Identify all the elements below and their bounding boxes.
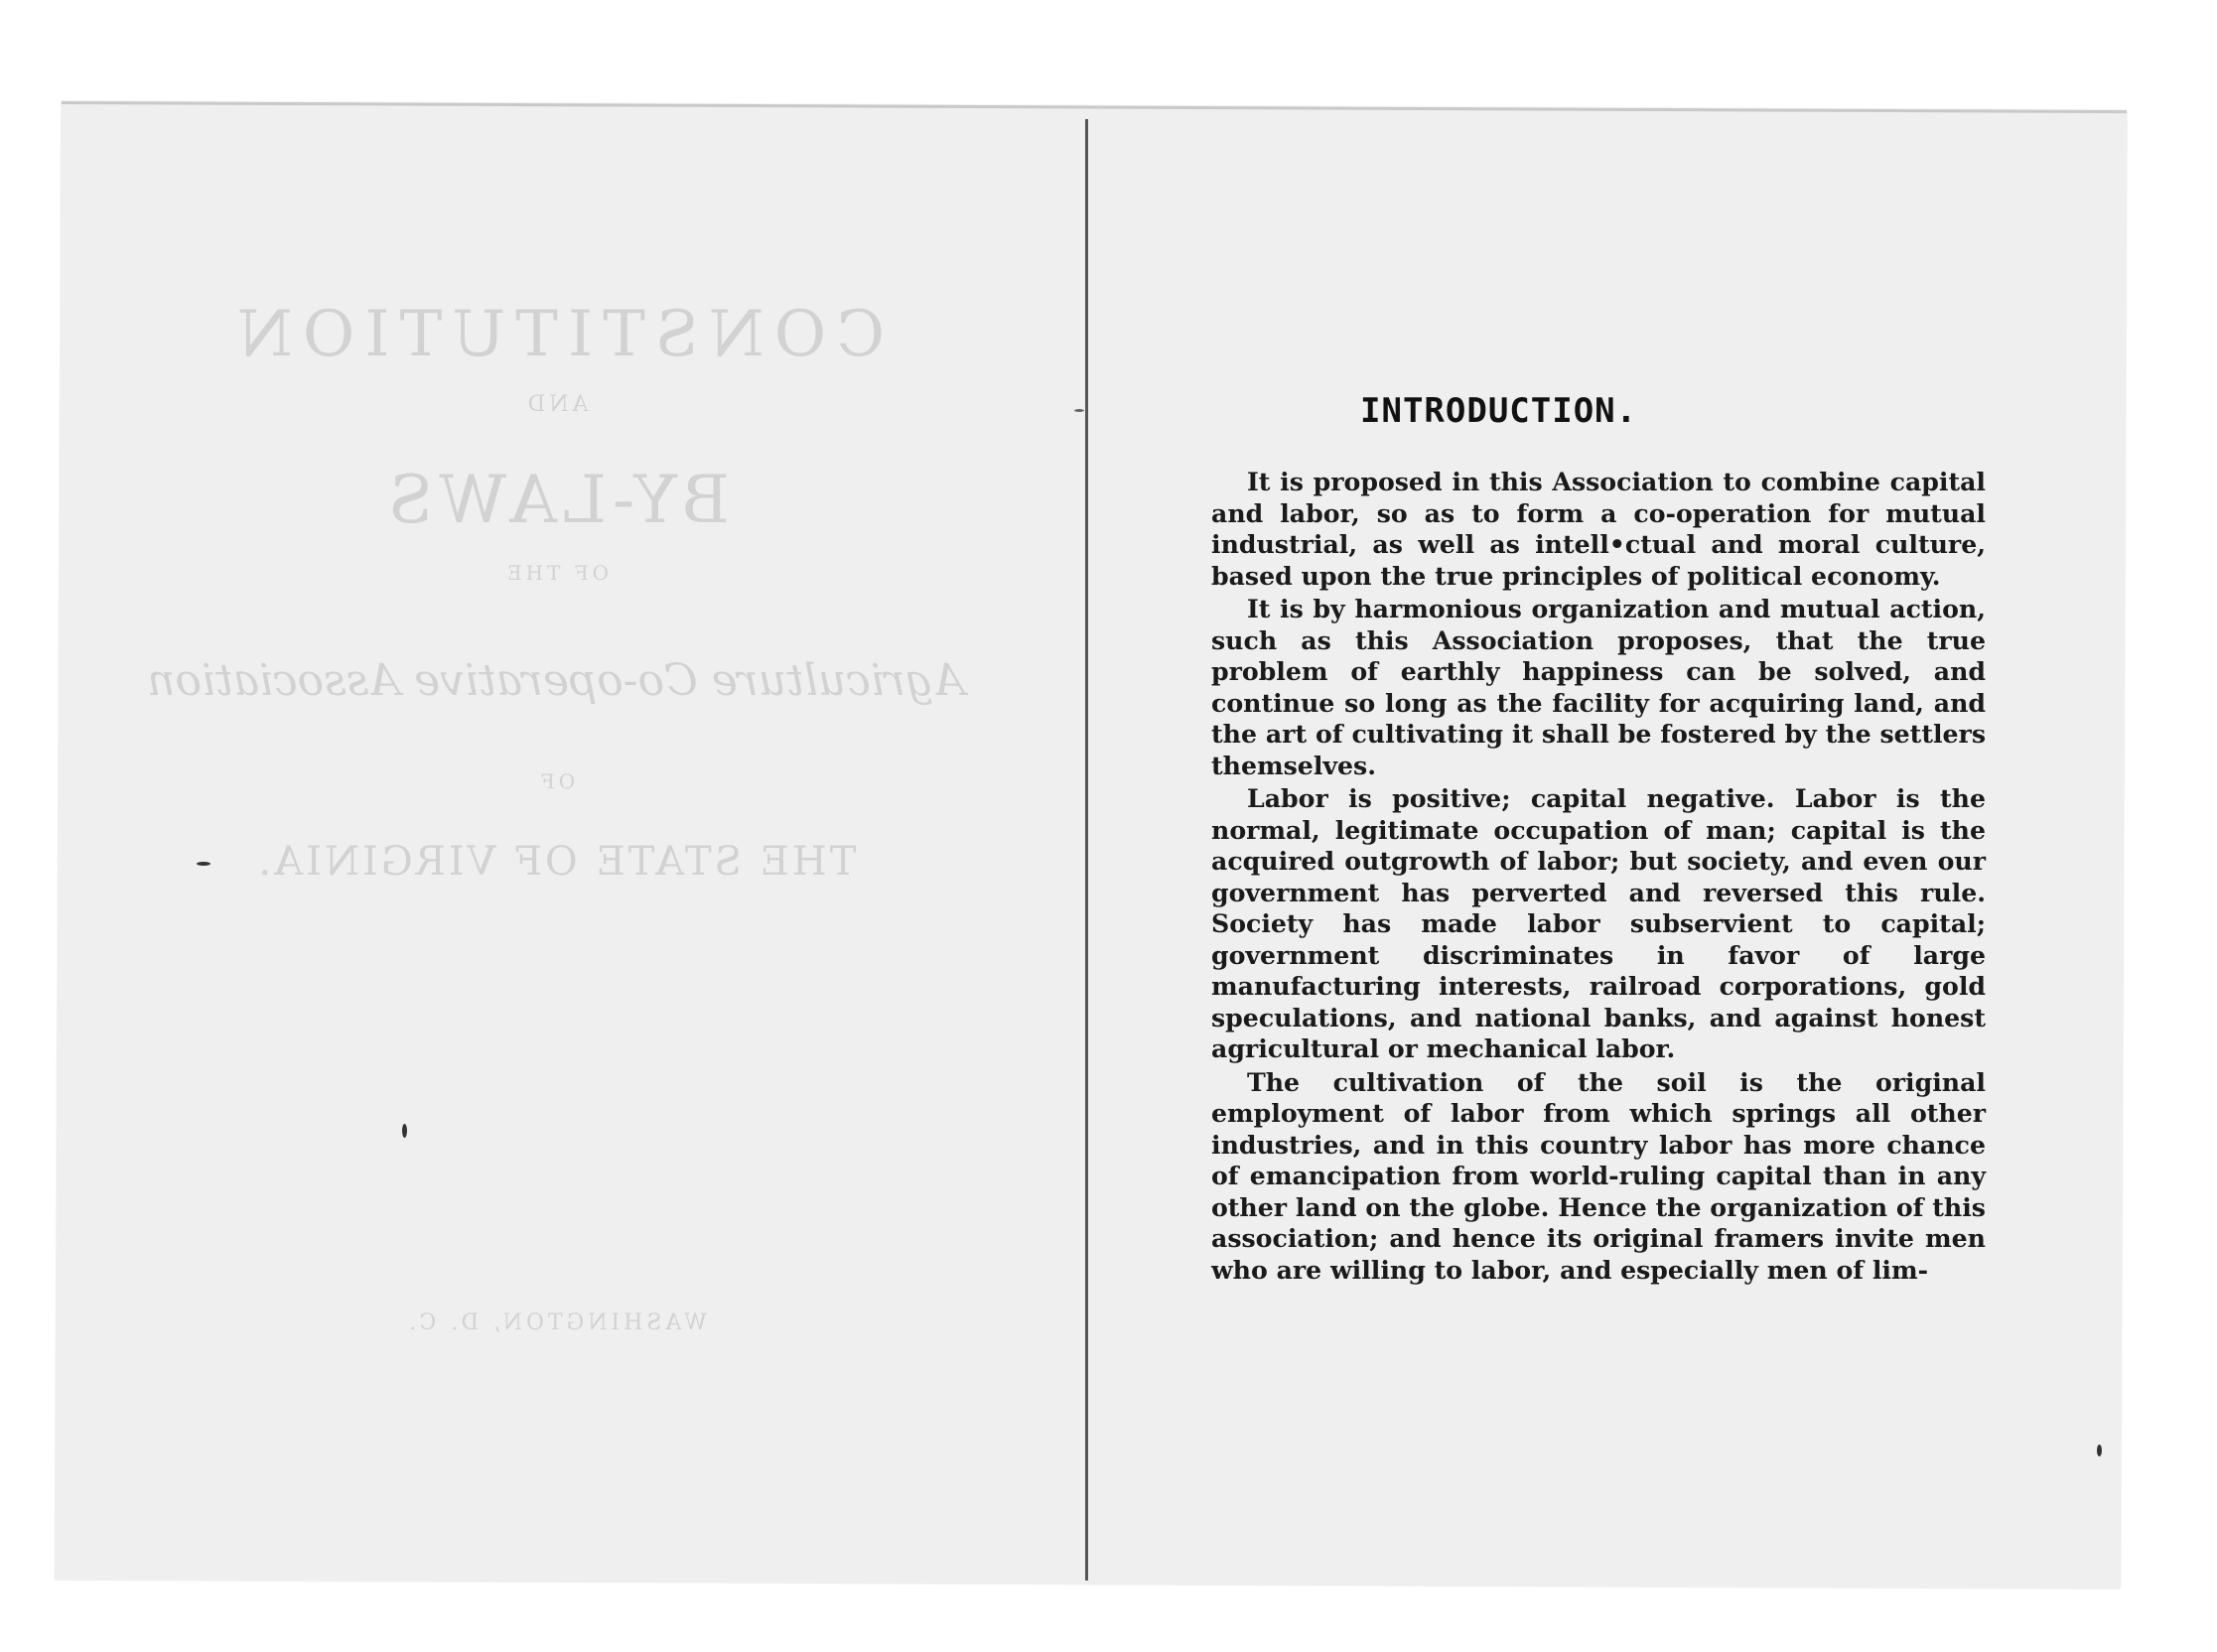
ghost-line-washington: WASHINGTON, D. C.: [405, 1310, 707, 1335]
introduction-body: [1211, 467, 1986, 1288]
dust-speck: [1074, 409, 1084, 412]
dust-speck: [2097, 1445, 2102, 1456]
paragraph-4: The cultivation of the soil is the original employment of labor from which springs all other industries, and in this country labor has more chance of emancipation from world-ruling capital than in any other land on the globe. Hence the organization of this association; and hence its original framers invite men who are willing to labor, and especially men of lim-: [1211, 1066, 1986, 1285]
pamphlet-spine: [1085, 119, 1088, 1581]
paragraph-2: It is by harmonious organization and mutual action, such as this Association proposes, that the true problem of earthly happiness can be solved, and continue so long as the facility for acquiring land, and the art of cultivating it shall be fostered by the settlers themselves.: [1211, 594, 1986, 780]
ghost-line-bylaws: BY-LAWS: [382, 462, 730, 538]
ghost-line-of-the: OF THE: [503, 561, 610, 585]
paragraph-1: It is proposed in this Association to combine capital and labor, so as to form a co-operation for mutual industrial, as well as intell•ctual and moral culture, based upon the true principles of political economy.: [1211, 467, 1986, 591]
ghost-line-of: OF: [536, 769, 576, 793]
ghost-line-and: AND: [523, 392, 589, 417]
introduction-heading: INTRODUCTION.: [1360, 391, 1638, 431]
paragraph-3: Labor is positive; capital negative. Labor is the normal, legitimate occupation of man; capital is the acquired outgrowth of labor; but society, and even our government has perverted and reversed this rule. Society has made labor subservient to capital; government discriminates in favor of large manufacturing interests, railroad corporations, gold speculations, and national banks, and against honest agricultural or mechanical labor.: [1211, 783, 1986, 1063]
dust-speck: [402, 1124, 407, 1138]
ghost-line-constitution: CONSTITUTION: [226, 298, 886, 371]
ghost-line-state: THE STATE OF VIRGINIA.: [255, 839, 857, 885]
dust-speck: [197, 862, 210, 866]
left-page-show-through: [119, 278, 993, 1469]
ghost-line-association-name: Agriculture Co-operative Association: [147, 655, 965, 706]
